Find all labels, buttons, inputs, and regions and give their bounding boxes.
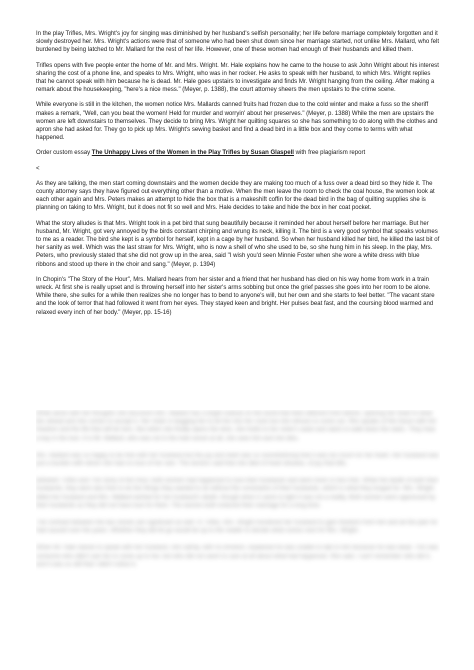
obscured-paragraph-1: While alone with her thoughts she discovers Mrs. Mallard has a bright outlook on the world that feels different from before, opening her heart to what lies ahead and she comes to accept it. Her sister is begging her to let her into her room but she refuses to come out. She speaks of the future with her freedom and the life that will be hers. But when she finally opens the door, she holds to her sister's waist and starts to walk down the stairs. They hear a key in the lock. It is Mr. Mallard, who was not in the train wreck at all, she sees him and she dies. (36, 411, 437, 442)
blurred-preview-region (36, 410, 440, 660)
paragraph-2: Trifles opens with five people enter the home of Mr. and Mrs. Wright. Mr. Hale explains how he came to the house to ask John Wright about his interest sharing the cost of a phone line, and speaks to Mrs. Wright, who was in her rocker. He asks to speak with her husband, to which Mrs. Wright replies that he cannot speak with him because he is dead. Mr. Hale goes upstairs to investigate and finds Mr. Wright hanging from the ceiling. After making a remark about the housekeeping, "here's a nice mess." (Meyer, p. 1388), the court attorney sheers the men upstairs to the crime scene. (36, 62, 439, 94)
lt-marker: < (36, 165, 40, 172)
paragraph-6: In Chopin's "The Story of the Hour", Mrs. Mallard hears from her sister and a friend that her husband has died on his way home from work in a train wreck. At first she is really upset and is throwing herself into her sister's arms sobbing but once the grief passes she goes into her room to be alone. While there, she sulks for a while then realizes she no longer has to bend to anyone's will, but her own and she starts to feel better. "The vacant stare and the look of terror that had followed it went from her eyes. They stayed keen and bright. Her pulses beat fast, and the coursing blood warmed and relaxed every inch of her body." (Meyer, pp. 15-16) (36, 276, 435, 316)
paragraph-3: While everyone is still in the kitchen, the women notice Mrs. Mallards canned fruits had frozen due to the cold winter and make a fuss so the sheriff makes a remark, "Well, can you beat the women! Held for murder and worryin' about her preserves." (Meyer, p. 1388) While the men are upstairs the women are left downstairs to themselves. They decide to bring Mrs. Wright her quilting squares so she has something to do along with the clothes and apron she had asked for. They go to pick up Mrs. Wright's sewing basket and find a dead bird in a little box and they come to terms with what happened. (36, 102, 438, 142)
obscured-paragraph-2: Mrs. Mallard was so happy to be free with her husband but the joy and relief was so overwhelming that it was too much for her heart. Her husband was just a burden with whom she had no love of her own. The doctors said that she died of heart disease, of joy that kills. (36, 452, 439, 468)
paragraph-5: What the story alludes is that Mrs. Wright took in a pet bird that sung beautifully because it reminded her about herself before her marriage. But her husband, Mr. Wright, got very annoyed by the birds constant chirping and wrung its neck, killing it. The bird is a very good symbol that speaks volumes to me as a reader. The bird she kept is a symbol for herself, kept in a cage by her husband. So when her husband killed her bird, he killed the last bit of her sanity as well. Which was the last straw for Mrs. Wright, who is now a shell of who she used to be, so she hung him in his sleep. In the play, Mrs. Peters, who previously stated that she did not grow up in the area, said "I wish you'd seen Minnie Foster when she wore a white dress with blue ribbons and stood up there in the choir and sang." (Meyer, p. 1394) (36, 220, 440, 268)
order-custom-essay-line (36, 149, 440, 157)
paragraph-4: As they are talking, the men start coming downstairs and the women decide they are making too much of a fuss over a dead bird so they hide it. The county attorney says they have figured out everything other than a motive. When the men leave the room to check the coal house, the women look at each other again and Mrs. Peters makes an attempt to hide the box that is a makeshift coffin for the dead bird in the bag of quilting supplies she is planning on taking to Mrs. Wright, but it does not fit so well and Mrs. Hale decides to take and hide the box in her coat pocket. (36, 180, 435, 212)
obscured-paragraph-4: The contrast between the two stories are significant as well. In Trifles, Mrs. Wright murdered her husband to gain freedom from him and all the pain he had caused over the years. Whether they did let go would be up to the reader to decide what comes next for Mrs. Wright. (36, 520, 438, 535)
obscured-paragraph-5: When Mr. Hale stands to speak with her husband, she calmly, with no emotion, explained he was unable to talk to him because he was dead. This was someone who didn't ask her to come up to her, but who did not seem to care at all about what had happened. She said, I can't remember who did it, and it was so still that I didn't notice it. (36, 545, 439, 568)
paragraph-1: In the play Trifles, Mrs. Wright's joy for singing was diminished by her husband's selfish personality; her life before marriage completely forgotten and it slowly destroyed her. Mrs. Wright's actions were that of someone who had been shut down since her marriage started, not unlike Mrs. Mallard, who felt burdened by being latched to Mr. Mallard for the rest of her life. However, one of these women had enough of their husbands and killed them. (36, 31, 440, 54)
essay-body (36, 30, 440, 324)
obscured-paragraph-3: Between Trifles and The Story of the Hour, both women had happened to lose their husbands and were more or less free. While the death of both their husbands, they were also free to do the things they wanted to do without the constraints of their husbands, which is what they longed for. Mrs. Wright killed her husband and Mrs. Mallard wished for her husband's death, though when it came to light it was not a reality. Both women were oppressed by their husbands as they did not have love for them. The women both endured their marriage for a long time. (36, 478, 439, 509)
order-prefix: Order custom essay (36, 150, 92, 157)
order-suffix: with free plagiarism report (293, 150, 366, 157)
order-essay-link[interactable]: The Unhappy Lives of the Women in the Play Trifles by Susan Glaspell (91, 150, 294, 157)
